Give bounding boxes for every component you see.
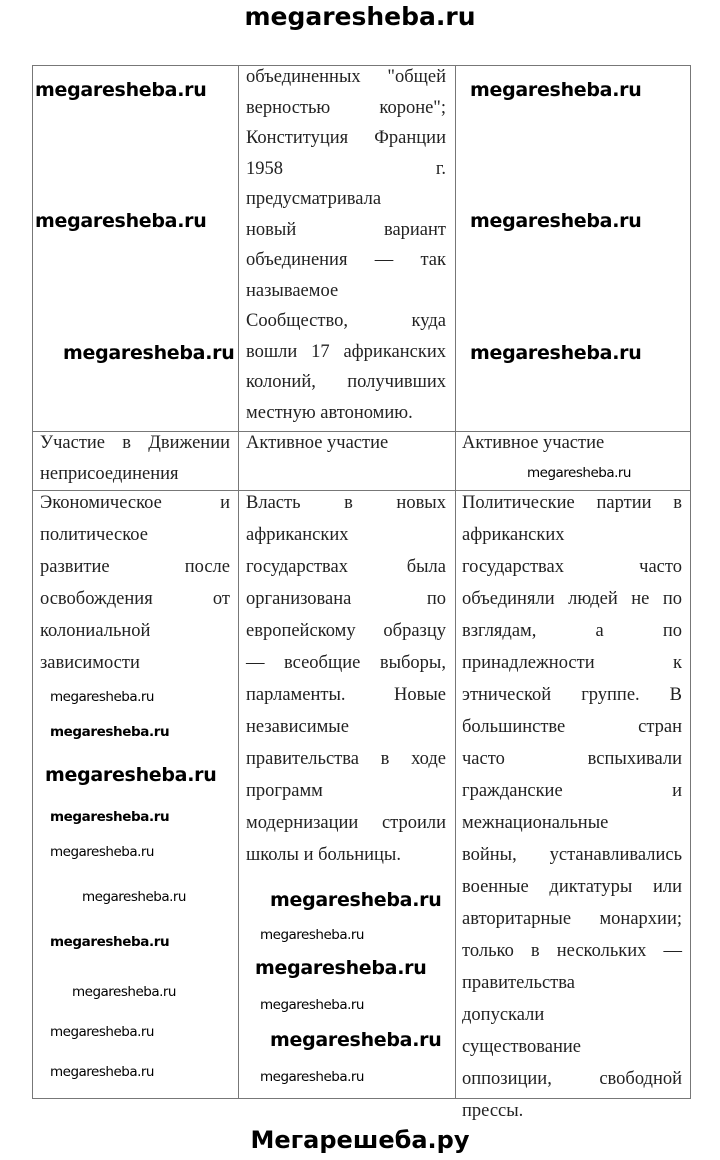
cell-text-line: политическое [40, 525, 148, 545]
table-cell [40, 487, 230, 679]
header-site-name: megaresheba.ru [244, 2, 476, 31]
cell-text-line: колоний, получивших [246, 372, 446, 392]
watermark: megaresheba.ru [50, 809, 170, 825]
cell-text-line: правительства [462, 973, 575, 993]
table-cell [462, 487, 682, 1127]
footer-site-name: Мегарешеба.ру [250, 1126, 470, 1154]
watermark: megaresheba.ru [35, 210, 207, 232]
table-cell [246, 487, 446, 871]
column-divider [455, 65, 456, 1099]
cell-text-line: местную автономию. [246, 402, 413, 423]
table-border-left [32, 65, 33, 1099]
cell-text-line: объединения — так [246, 250, 446, 270]
table-cell [246, 62, 446, 428]
watermark: megaresheba.ru [470, 210, 642, 232]
cell-text-line: Активное участие [246, 433, 389, 453]
cell-text-line: европейскому образцу [246, 621, 446, 641]
table-border-right [690, 65, 691, 1099]
watermark: megaresheba.ru [260, 1069, 364, 1085]
cell-text-line: называемое [246, 280, 339, 301]
cell-text-line: Власть в новых [246, 493, 446, 513]
table-cell [40, 428, 230, 489]
watermark: megaresheba.ru [50, 934, 170, 950]
watermark: megaresheba.ru [63, 342, 235, 364]
cell-text-line: Конституция Франции [246, 128, 446, 148]
cell-text-line: объединяли людей не по [462, 589, 682, 609]
watermark: megaresheba.ru [50, 724, 170, 740]
cell-text-line: колониальной [40, 621, 151, 641]
cell-text-line: 1958 г. [246, 158, 446, 179]
watermark: megaresheba.ru [527, 465, 631, 481]
watermark: megaresheba.ru [82, 889, 186, 905]
watermark: megaresheba.ru [470, 79, 642, 101]
watermark: megaresheba.ru [470, 342, 642, 364]
watermark: megaresheba.ru [50, 844, 154, 860]
cell-text-line: войны, устанавливались [462, 845, 682, 865]
cell-text-line: африканских [246, 525, 349, 545]
cell-text-line: предусматривала [246, 189, 382, 209]
cell-text-line: гражданские и [462, 781, 682, 801]
watermark: megaresheba.ru [50, 1024, 154, 1040]
cell-text-line: правительства в ходе [246, 749, 446, 769]
cell-text-line: существование [462, 1037, 582, 1057]
cell-text-line: государствах была [246, 557, 446, 577]
cell-text-line: неприсоединения [40, 463, 179, 484]
cell-text-line: новый вариант [246, 219, 446, 240]
watermark: megaresheba.ru [270, 889, 442, 911]
cell-text-line: только в нескольких — [462, 941, 682, 961]
cell-text-line: часто вспыхивали [462, 749, 682, 769]
cell-text-line: парламенты. Новые [246, 685, 446, 705]
cell-text-line: программ [246, 781, 323, 801]
cell-text-line: развитие после [40, 557, 230, 577]
cell-text-line: африканских [462, 525, 565, 545]
cell-text-line: принадлежности к [462, 653, 682, 673]
watermark: megaresheba.ru [35, 79, 207, 101]
cell-text-line: военные диктатуры или [462, 877, 682, 897]
cell-text-line: Экономическое и [40, 493, 230, 513]
cell-text-line: допускали [462, 1005, 545, 1025]
cell-text-line: модернизации строили [246, 813, 446, 833]
cell-text-line: большинстве стран [462, 717, 682, 737]
cell-text-line: — всеобщие выборы, [246, 653, 446, 673]
cell-text-line: Сообщество, куда [246, 311, 446, 331]
cell-text-line: зависимости [40, 653, 140, 673]
watermark: megaresheba.ru [45, 764, 217, 786]
cell-text-line: Политические партии в [462, 493, 682, 513]
watermark: megaresheba.ru [50, 1064, 154, 1080]
cell-text-line: независимые [246, 717, 349, 737]
cell-text-line: прессы. [462, 1101, 524, 1121]
table-cell [462, 428, 682, 459]
cell-text-line: Участие в Движении [40, 433, 230, 453]
cell-text-line: освобождения от [40, 589, 230, 609]
column-divider [238, 65, 239, 1099]
watermark: megaresheba.ru [50, 689, 154, 705]
watermark: megaresheba.ru [72, 984, 176, 1000]
cell-text-line: межнациональные [462, 813, 609, 833]
cell-text-line: взглядам, а по [462, 621, 682, 641]
cell-text-line: государствах часто [462, 557, 682, 577]
cell-text-line: объединенных "общей [246, 67, 446, 87]
cell-text-line: Активное участие [462, 433, 605, 453]
watermark: megaresheba.ru [270, 1029, 442, 1051]
watermark: megaresheba.ru [255, 957, 427, 979]
cell-text-line: верностью короне"; [246, 97, 446, 118]
cell-text-line: авторитарные монархии; [462, 909, 682, 929]
watermark: megaresheba.ru [260, 997, 364, 1013]
cell-text-line: вошли 17 африканских [246, 341, 446, 362]
cell-text-line: оппозиции, свободной [462, 1069, 682, 1089]
cell-text-line: организована по [246, 589, 446, 609]
watermark: megaresheba.ru [260, 927, 364, 943]
cell-text-line: школы и больницы. [246, 845, 401, 865]
cell-text-line: этнической группе. В [462, 685, 682, 705]
table-cell [246, 428, 446, 459]
